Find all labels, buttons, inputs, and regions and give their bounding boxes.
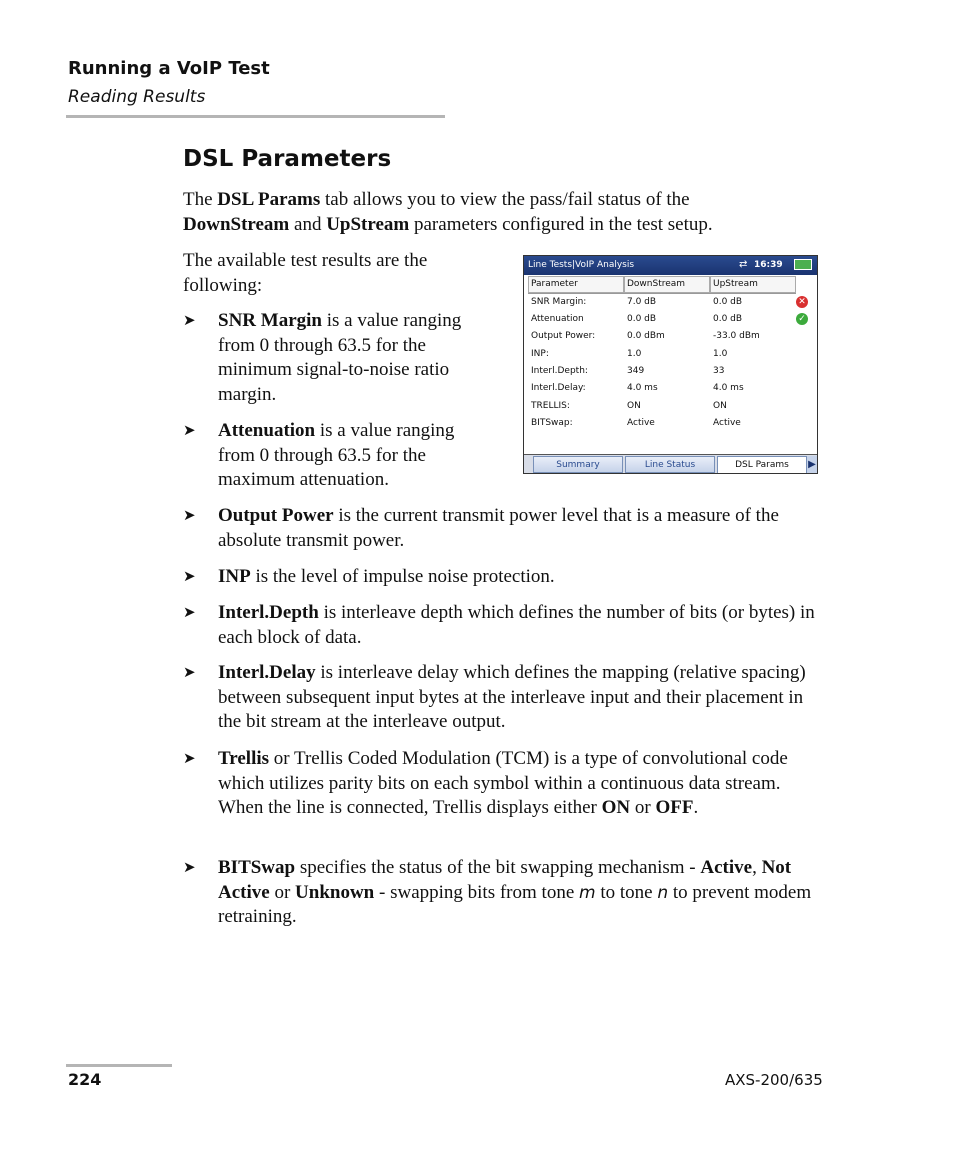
network-arrows-icon: ⇄	[739, 259, 748, 270]
table-row: Attenuation 0.0 dB 0.0 dB	[531, 314, 743, 324]
header-rule	[66, 115, 445, 118]
running-header-subtitle: Reading Results	[68, 87, 206, 107]
bullet-arrow-icon: ➤	[183, 569, 196, 585]
bullet-arrow-icon: ➤	[183, 751, 196, 767]
running-header-title: Running a VoIP Test	[68, 58, 270, 79]
device-clock: 16:39	[754, 260, 783, 270]
pass-icon: ✓	[796, 313, 808, 325]
bullet-arrow-icon: ➤	[183, 313, 196, 329]
tab-scroll-right-icon[interactable]: ▶	[807, 456, 817, 473]
device-screenshot	[523, 255, 818, 474]
table-row: TRELLIS: ON ON	[531, 401, 727, 411]
device-titlebar	[524, 256, 817, 275]
device-title: Line Tests|VoIP Analysis	[528, 260, 635, 270]
page-number: 224	[68, 1070, 102, 1089]
fail-icon: ✕	[796, 296, 808, 308]
available-results-paragraph: The available test results are the following:	[183, 250, 428, 296]
table-row: Interl.Depth: 349 33	[531, 366, 725, 376]
table-row: Output Power: 0.0 dBm -33.0 dBm	[531, 331, 760, 341]
bullet-arrow-icon: ➤	[183, 860, 196, 876]
tab-line-status[interactable]: Line Status	[625, 456, 715, 473]
column-header-parameter: Parameter	[531, 279, 578, 289]
battery-icon	[794, 259, 812, 270]
table-row: SNR Margin: 7.0 dB 0.0 dB	[531, 297, 743, 307]
bullet-arrow-icon: ➤	[183, 665, 196, 681]
intro-paragraph: The DSL Params tab allows you to view the pass/fail status of the DownStream and UpStream parameters configured in the test setup.	[183, 189, 713, 235]
device-table-header	[528, 276, 796, 294]
table-row: INP: 1.0 1.0	[531, 349, 728, 359]
column-header-downstream: DownStream	[627, 279, 686, 289]
table-row: BITSwap: Active Active	[531, 418, 741, 428]
column-header-upstream: UpStream	[713, 279, 758, 289]
bullet-arrow-icon: ➤	[183, 423, 196, 439]
product-model: AXS-200/635	[725, 1071, 823, 1089]
device-tab-bar	[524, 454, 817, 474]
tab-summary[interactable]: Summary	[533, 456, 623, 473]
bullet-arrow-icon: ➤	[183, 508, 196, 524]
section-title: DSL Parameters	[183, 146, 392, 172]
tab-dsl-params[interactable]: DSL Params	[717, 456, 807, 473]
bullet-arrow-icon: ➤	[183, 605, 196, 621]
footer-rule	[66, 1064, 172, 1067]
table-row: Interl.Delay: 4.0 ms 4.0 ms	[531, 383, 744, 393]
